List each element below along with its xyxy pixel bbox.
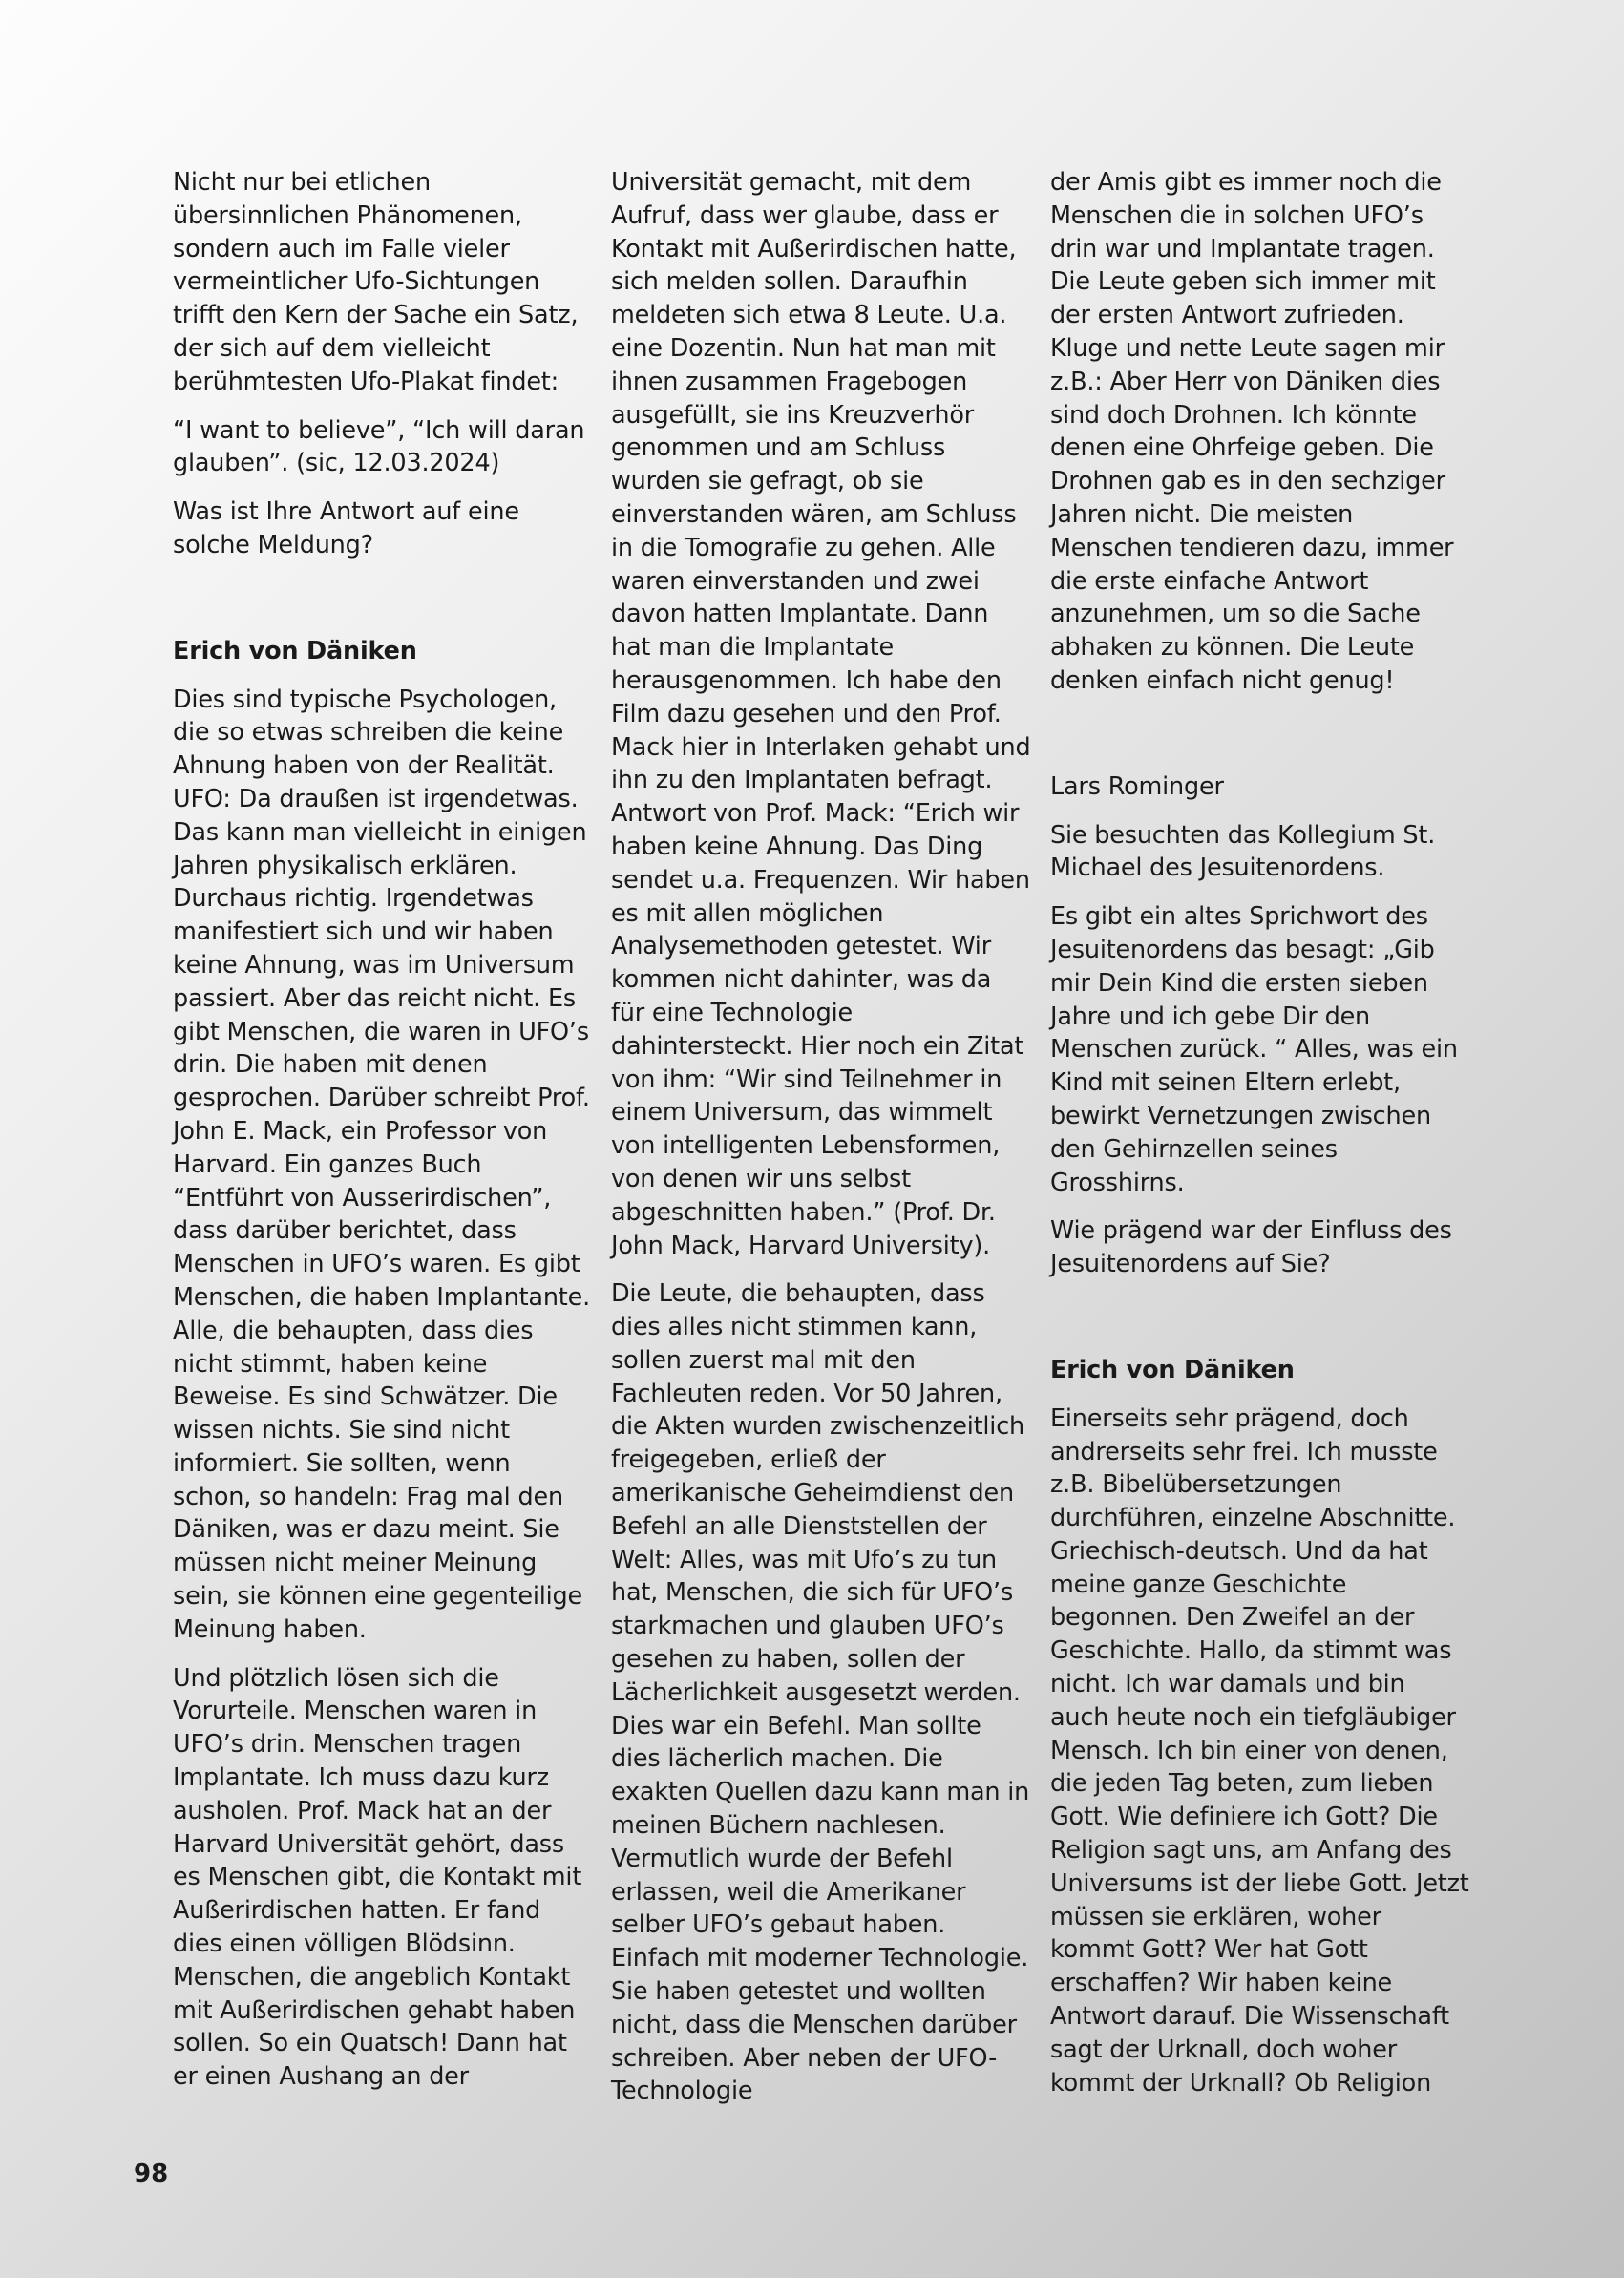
speaker-name: Erich von Däniken (173, 636, 417, 665)
paragraph: Sie besuchten das Kollegium St. Michael des Jesuitenordens. (1050, 820, 1436, 883)
page-number: 98 (134, 2160, 169, 2188)
column-3 (1050, 166, 1470, 2115)
paragraph: Dies sind typische Psychologen, die so etwas schreiben die keine Ahnung haben von der Realität. UFO: Da draußen ist irgendetwas. Das kann man vielleicht in einigen Jahren physikalisch erklären. Durchaus richtig. Irgendetwas manifestiert sich und wir haben keine Ahnung, was im Universum passiert. Aber das reicht nicht. Es gibt Menschen, die waren in UFO’s drin. Die haben mit denen gesprochen. Darüber schreibt Prof. John E. Mack, ein Professor von Harvard. Ein ganzes Buch “Entführt von Ausserirdischen”, dass darüber berichtet, dass Menschen in UFO’s waren. Es gibt Menschen, die haben Implantante. Alle, die behaupten, dass dies nicht stimmt, haben keine Beweise. Es sind Schwätzer. Die wissen nichts. Sie sind nicht informiert. Sie sollten, wenn schon, so handeln: Frag mal den Däniken, was er dazu meint. Sie müssen nicht meiner Meinung sein, sie können eine gegenteilige Meinung haben. (173, 685, 590, 1644)
paragraph: Einerseits sehr prägend, doch andrerseits sehr frei. Ich musste z.B. Bibelübersetzungen durchführen, einzelne Abschnitte. Griechisch-deutsch. Und da hat meine ganze Geschichte begonnen. Den Zweifel an der Geschichte. Hallo, da stimmt was nicht. Ich war damals und bin auch heute noch ein tiefgläubiger Mensch. Ich bin einer von denen, die jeden Tag beten, zum lieben Gott. Wie definiere ich Gott? Die Religion sagt uns, am Anfang des Universums ist der liebe Gott. Jetzt müssen sie erklären, woher kommt Gott? Wer hat Gott erschaffen? Wir haben keine Antwort darauf. Die Wissenschaft sagt der Urknall, doch woher kommt der Urknall? Ob Religion (1050, 1403, 1469, 2098)
section-spacer (173, 578, 593, 635)
paragraph: Was ist Ihre Antwort auf eine solche Meldung? (173, 497, 519, 559)
paragraph: Und plötzlich lösen sich die Vorurteile. Menschen waren in UFO’s drin. Menschen tragen Implantate. Ich muss dazu kurz ausholen. Prof. Mack hat an der Harvard Universität gehört, dass es Menschen gibt, die Kontakt mit Außerirdischen hatten. Er fand dies einen völligen Blödsinn. Menschen, die angeblich Kontakt mit Außerirdischen gehabt haben sollen. So ein Quatsch! Dann hat er einen Aushang an der (173, 1663, 582, 2092)
paragraph: Universität gemacht, mit dem Aufruf, dass wer glaube, dass er Kontakt mit Außerirdischen hatte, sich melden sollen. Daraufhin meldeten sich etwa 8 Leute. U.a. eine Dozentin. Nun hat man mit ihnen zusammen Fragebogen ausgefüllt, sie ins Kreuzverhör genommen und am Schluss wurden sie gefragt, ob sie einverstanden wären, am Schluss in die Tomografie zu gehen. Alle waren einverstanden und zwei davon hatten Implantate. Dann hat man die Implantate herausgenommen. Ich habe den Film dazu gesehen und den Prof. Mack hier in Interlaken gehabt und ihn zu den Implantaten befragt. Antwort von Prof. Mack: “Erich wir haben keine Ahnung. Das Ding sendet u.a. Frequenzen. Wir haben es mit allen möglichen Analysemethoden getestet. Wir kommen nicht dahinter, was da für eine Technologie dahintersteckt. Hier noch ein Zitat von ihm: “Wir sind Teilnehmer in einem Universum, das wimmelt von intelligenten Lebensformen, von denen wir uns selbst abgeschnitten haben.” (Prof. Dr. John Mack, Harvard University). (611, 168, 1031, 1260)
paragraph: der Amis gibt es immer noch die Menschen die in solchen UFO’s drin war und Implantate tragen. Die Leute geben sich immer mit der ersten Antwort zufrieden. Kluge und nette Leute sagen mir z.B.: Aber Herr von Däniken dies sind doch Drohnen. Ich könnte denen eine Ohrfeige geben. Die Drohnen gab es in den sechziger Jahren nicht. Die meisten Menschen tendieren dazu, immer die erste einfache Antwort anzunehmen, um so die Sache abhaken zu können. Die Leute denken einfach nicht genug! (1050, 168, 1454, 695)
paragraph: “I want to believe”, “Ich will daran glauben”. (sic, 12.03.2024) (173, 415, 585, 478)
section-spacer (1050, 713, 1470, 770)
column-1 (173, 166, 593, 2109)
paragraph: Die Leute, die behaupten, dass dies alles nicht stimmen kann, sollen zuerst mal mit den Fachleuten reden. Vor 50 Jahren, die Akten wurden zwischenzeitlich freigegeben, erließ der amerikanische Geheimdienst den Befehl an alle Dienststellen der Welt: Alles, was mit Ufo’s zu tun hat, Menschen, die sich für UFO’s starkmachen und glauben UFO’s gesehen zu haben, sollen der Lächerlichkeit ausgesetzt werden. Dies war ein Befehl. Man sollte dies lächerlich machen. Die exakten Quellen dazu kann man in meinen Büchern nachlesen. Vermutlich wurde der Befehl erlassen, weil die Amerikaner selber UFO’s gebaut haben. Einfach mit moderner Technologie. Sie haben getestet und wollten nicht, dass die Menschen darüber schreiben. Aber neben der UFO-Technologie (611, 1279, 1030, 2106)
paragraph: Nicht nur bei etlichen übersinnlichen Phänomenen, sondern auch im Falle vieler vermeintlicher Ufo-Sichtungen trifft den Kern der Sache ein Satz, der sich auf dem vielleicht berühmtesten Ufo-Plakat findet: (173, 168, 579, 396)
section-spacer (1050, 1297, 1470, 1354)
paragraph: Es gibt ein altes Sprichwort des Jesuitenordens das besagt: „Gib mir Dein Kind die ersten sieben Jahre und ich gebe Dir den Menschen zurück. “ Alles, was ein Kind mit seinen Eltern erlebt, bewirkt Vernetzungen zwischen den Gehirnzellen seines Grosshirns. (1050, 902, 1458, 1197)
paragraph: Wie prägend war der Einfluss des Jesuitenordens auf Sie? (1050, 1216, 1452, 1279)
column-2 (611, 166, 1031, 2123)
speaker-name: Erich von Däniken (1050, 1355, 1295, 1384)
paragraph: Lars Rominger (1050, 771, 1224, 801)
